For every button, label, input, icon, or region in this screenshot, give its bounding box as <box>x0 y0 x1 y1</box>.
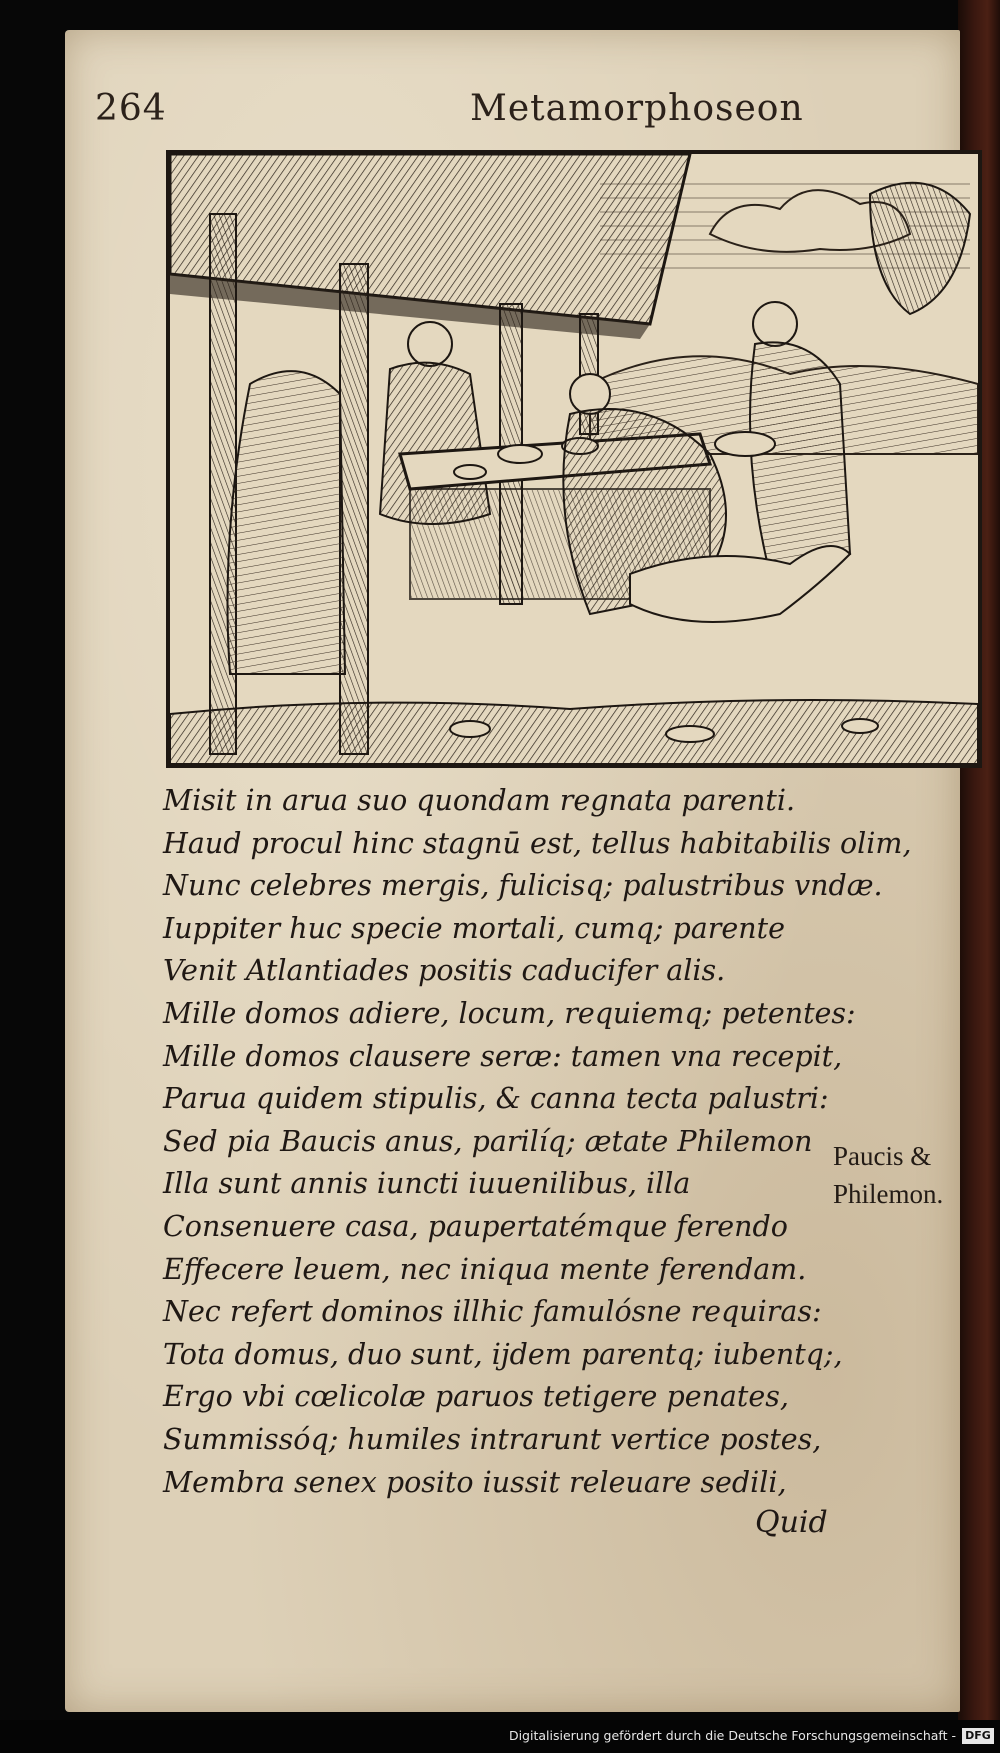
footer-credit: Digitalisierung gefördert durch die Deutsche Forschungsgemeinschaft - <box>508 1728 956 1743</box>
verse-line: Mille domos clausere seræ: tamen vna recepit, <box>163 1039 843 1073</box>
running-title: Metamorphoseon <box>470 88 804 129</box>
verse-line: Tota domus, duo sunt, ijdem parentq; iubentq;, <box>163 1337 843 1371</box>
verse-line: Effecere leuem, nec iniqua mente ferendam. <box>163 1252 807 1286</box>
verse-line: Ergo vbi cœlicolæ paruos tetigere penates, <box>163 1380 789 1414</box>
page-number: 264 <box>95 88 167 129</box>
dfg-logo-icon: DFG <box>962 1728 994 1744</box>
woodcut-illustration-icon <box>166 150 982 768</box>
verse-line: Summissóq; humiles intrarunt vertice postes, <box>163 1422 822 1456</box>
verse-line: Sed pia Baucis anus, parilíq; ætate Philemon <box>163 1124 813 1158</box>
verse-line: Parua quidem stipulis, & canna tecta palustri: <box>163 1082 829 1116</box>
marginal-note <box>833 1137 943 1213</box>
catchword: Quid <box>755 1505 828 1540</box>
verse-line: Haud procul hinc stagnū est, tellus habitabilis olim, <box>163 826 912 860</box>
verse-line: Nunc celebres mergis, fulicisq; palustribus vndæ. <box>163 869 883 903</box>
footer-bar <box>0 1720 1000 1753</box>
verse-line: Nec refert dominos illhic famulósne requiras: <box>163 1295 822 1329</box>
verse-line: Consenuere casa, paupertatémque ferendo <box>163 1209 788 1243</box>
verse-line: Illa sunt annis iuncti iuuenilibus, illa <box>163 1167 691 1201</box>
marginal-note-line: Paucis & <box>833 1141 932 1171</box>
verse-line: Iuppiter huc specie mortali, cumq; parente <box>163 911 785 945</box>
verse-line: Venit Atlantiades positis caducifer alis. <box>163 954 726 988</box>
marginal-note-line: Philemon. <box>833 1179 944 1209</box>
verse-line: Misit in arua suo quondam regnata parenti. <box>163 784 796 817</box>
verse-line: Membra senex posito iussit releuare sedili, <box>163 1465 787 1499</box>
verse-line: Mille domos adiere, locum, requiemq; petentes: <box>163 996 856 1030</box>
